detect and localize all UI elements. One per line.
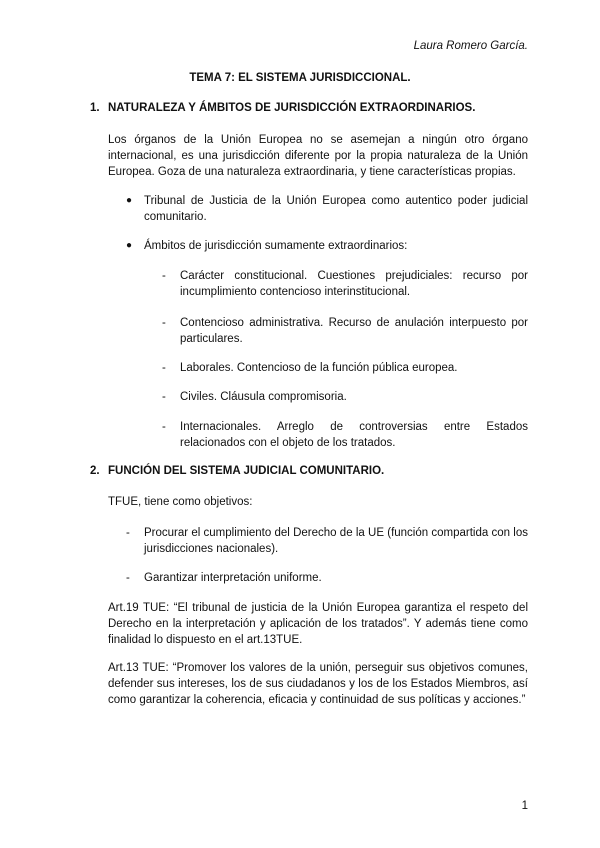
bullet-text: Ámbitos de jurisdicción sumamente extraordinarios: [144,240,408,252]
sub-list-text: Contencioso administrativa. Recurso de anulación interpuesto por particulares. [180,317,528,345]
dash-icon: - [126,572,130,584]
sub-list-item [162,315,528,347]
sub-list-text: Laborales. Contencioso de la función pública europea. [180,362,458,374]
art13-paragraph: Art.13 TUE: “Promover los valores de la unión, perseguir sus objetivos comunes, defender sus intereses, los de sus ciudadanos y los de los Estados Miembros, así como garantizar la coherencia, eficacia y continuidad de sus políticas y acciones.” [108,662,528,706]
sub-list-item [162,389,528,405]
sub-list-item [162,419,528,451]
sub-list-item [162,360,528,376]
bullet-dot-icon: ● [126,240,133,251]
sub-list-text: Internacionales. Arreglo de controversias entre Estados relacionados con el objeto de los tratados. [180,421,528,449]
dash-icon: - [126,527,130,539]
bullet-item [126,238,528,254]
bullet-dot-icon: ● [126,195,133,206]
dash-icon: - [162,391,166,403]
objective-item [126,525,528,557]
dash-icon: - [162,270,166,282]
page-number: 1 [521,800,528,812]
objective-text: Garantizar interpretación uniforme. [144,572,322,584]
section-1-heading [90,100,475,116]
dash-icon: - [162,317,166,329]
author-name: Laura Romero García. [413,40,528,52]
objective-item [126,570,528,586]
sub-list-item [162,268,528,300]
bullet-text: Tribunal de Justicia de la Unión Europea como autentico poder judicial comunitario. [144,195,528,223]
sub-list-text: Carácter constitucional. Cuestiones prejudiciales: recurso por incumplimiento contencioso interinstitucional. [180,270,528,298]
bullet-item [126,193,528,225]
section-2-number: 2. [90,465,100,477]
section-1-number: 1. [90,102,100,114]
section-2-intro: TFUE, tiene como objetivos: [108,496,253,508]
document-title: TEMA 7: EL SISTEMA JURISDICCIONAL. [189,72,411,84]
objective-text: Procurar el cumplimiento del Derecho de la UE (función compartida con los jurisdicciones nacionales). [144,527,528,555]
section-2-heading [90,463,384,479]
dash-icon: - [162,421,166,433]
section-1-heading-text: NATURALEZA Y ÁMBITOS DE JURISDICCIÓN EXTRAORDINARIOS. [108,102,476,114]
dash-icon: - [162,362,166,374]
sub-list-text: Civiles. Cláusula compromisoria. [180,391,347,403]
art19-paragraph: Art.19 TUE: “El tribunal de justicia de la Unión Europea garantiza el respeto del Derecho en la interpretación y aplicación de los tratados”. Y además tiene como finalidad lo dispuesto en el art.13TUE. [108,602,528,646]
section-2-heading-text: FUNCIÓN DEL SISTEMA JUDICIAL COMUNITARIO. [108,465,385,477]
section-1-paragraph: Los órganos de la Unión Europea no se asemejan a ningún otro órgano internacional, es una jurisdicción diferente por la propia naturaleza de la Unión Europea. Goza de una naturaleza extraordinaria, y tiene características propias. [108,134,528,178]
